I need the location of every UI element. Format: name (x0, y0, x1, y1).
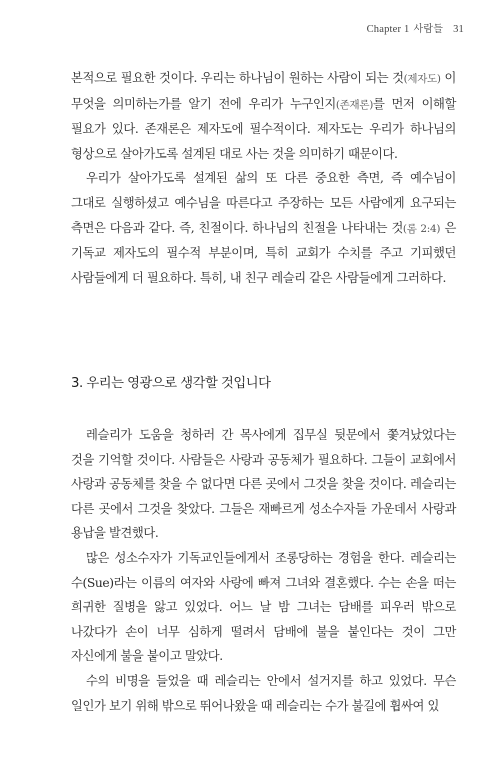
text-run: 우리가 살아가도록 설계된 삶의 또 다른 중요한 측면, 즉 예수님이 그대로 실행하셨고 예수님을 따른다고 주장하는 모든 사람에게 요구되는 측면은 다음과 같다. 즉, 친절이다. 하나님의 친절을 나타내는 것 (71, 171, 456, 235)
text-run: 이 무엇을 의미하는가를 알기 전에 우리가 누구인지 (71, 71, 456, 111)
text-run: 은 기독교 제자도의 필수적 부분이며, 특히 교회가 수치를 주고 기피했던 사람들에게 더 필요하다. 특히, 내 친구 레슬리 같은 사람들에게 그러하다. (71, 220, 456, 285)
parenthetical-note: (제자도) (403, 73, 441, 85)
paragraph: 레슬리가 도움을 청하러 간 목사에게 집무실 뒷문에서 쫓겨났었다는 것을 기억할 것이다. 사람들은 사랑과 공동체가 필요하다. 그들이 교회에서 사랑과 공동체를 찾을 수 없다면 다른 곳에서 그것을 찾을 것이다. 레슬리는 다른 곳에서 그것을 찾았다. 그들은 재빠르게 성소수자들 가운데서 사랑과 용납을 발견했다. (71, 428, 456, 541)
paragraph (71, 66, 456, 166)
body-text-bottom (71, 423, 456, 718)
scripture-reference: (롬 2:4) (402, 222, 441, 235)
paragraph: 수의 비명을 들었을 때 레슬리는 안에서 설거지를 하고 있었다. 무슨 일인가 보기 위해 밖으로 뛰어나왔을 때 레슬리는 수가 불길에 휩싸여 있 (71, 673, 456, 713)
section-label: 사람들 (413, 24, 444, 35)
running-header (367, 20, 464, 35)
body-text-top (71, 66, 456, 290)
paragraph (71, 166, 456, 290)
text-run: 를 먼저 이해할 필요가 있다. 존재론은 제자도에 필수적이다. 제자도는 우리가 하나님의 형상으로 살아가도록 설계된 대로 사는 것을 의미하기 때문이다. (71, 96, 457, 161)
chapter-label: Chapter 1 (366, 24, 410, 35)
parenthetical-note: (존재론) (335, 98, 374, 111)
section-heading: 3. 우리는 영광으로 생각할 것입니다 (71, 376, 271, 391)
text-run: 본적으로 필요한 것이다. 우리는 하나님이 원하는 사람이 되는 것 (71, 71, 404, 85)
page-number: 31 (453, 24, 464, 35)
paragraph: 많은 성소수자가 기독교인들에게서 조롱당하는 경험을 한다. 레슬리는 수(Sue)라는 이름의 여자와 사랑에 빠져 그녀와 결혼했다. 수는 손을 떠는 희귀한 질병을 앓고 있었다. 어느 날 밤 그녀는 담배를 피우러 밖으로 나갔다가 손이 너무 심하게 떨려서 담배에 불을 붙인다는 것이 그만 자신에게 불을 붙이고 말았다. (71, 550, 456, 664)
